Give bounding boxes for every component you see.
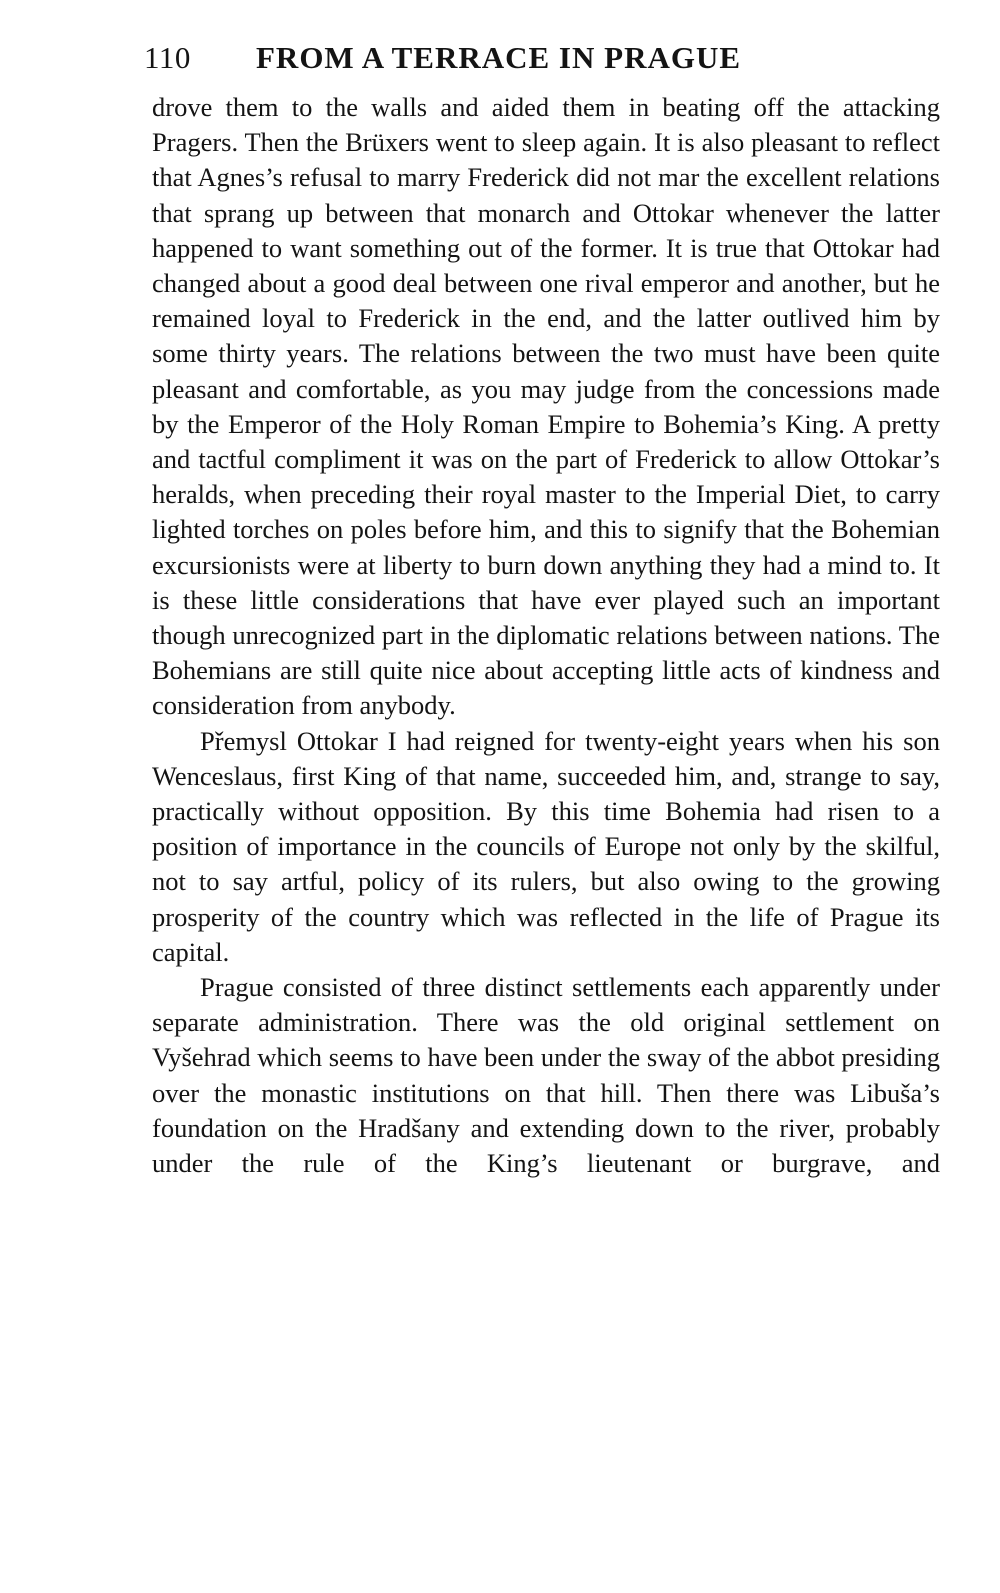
paragraph-prague-settlements: Prague consisted of three distinct settlements each apparently under separate administration. There was the old original settlement on Vyšehrad which seems to have been under the sway of the abbot presiding over the monastic institutions on that hill. Then there was Libuša’s foundation on the Hradšany and extending down to the river, probably under the rule of the King’s lieutenant or burgrave, and <box>152 972 940 1179</box>
paragraph-continuation: drove them to the walls and aided them in beating off the attacking Pragers. Then the Brüxers went to sleep again. It is also pleasant to reflect that Agnes’s refusal to marry Frederick did not mar the excellent relations that sprang up between that monarch and Ottokar whenever the latter happened to want something out of the former. It is true that Ottokar had changed about a good deal between one rival emperor and another, but he remained loyal to Frederick in the end, and the latter outlived him by some thirty years. The relations between the two must have been quite pleasant and comfortable, as you may judge from the concessions made by the Emperor of the Holy Roman Empire to Bohemia’s King. A pretty and tactful compliment it was on the part of Frederick to allow Ottokar’s heralds, when preceding their royal master to the Imperial Diet, to carry lighted torches on poles before him, and this to signify that the Bohemian excursionists were at liberty to burn down anything they had a mind to. It is these little considerations that have ever played such an important though unrecognized part in the diplomatic relations between nations. The Bohemians are still quite nice about accepting little acts of kindness and consideration from anybody. <box>152 92 940 721</box>
book-page <box>144 40 940 1181</box>
running-head <box>144 40 940 90</box>
page-number: 110 <box>144 40 191 75</box>
paragraph-premysl-ottokar: Přemysl Ottokar I had reigned for twenty-eight years when his son Wenceslaus, first King of that name, succeeded him, and, strange to say, practically without opposition. By this time Bohemia had risen to a position of importance in the councils of Europe not only by the skilful, not to say artful, policy of its rulers, but also owing to the growing prosperity of the country which was reflected in the life of Prague its capital. <box>152 725 940 967</box>
book-title: FROM A TERRACE IN PRAGUE <box>256 40 742 75</box>
body-text <box>152 90 940 1181</box>
